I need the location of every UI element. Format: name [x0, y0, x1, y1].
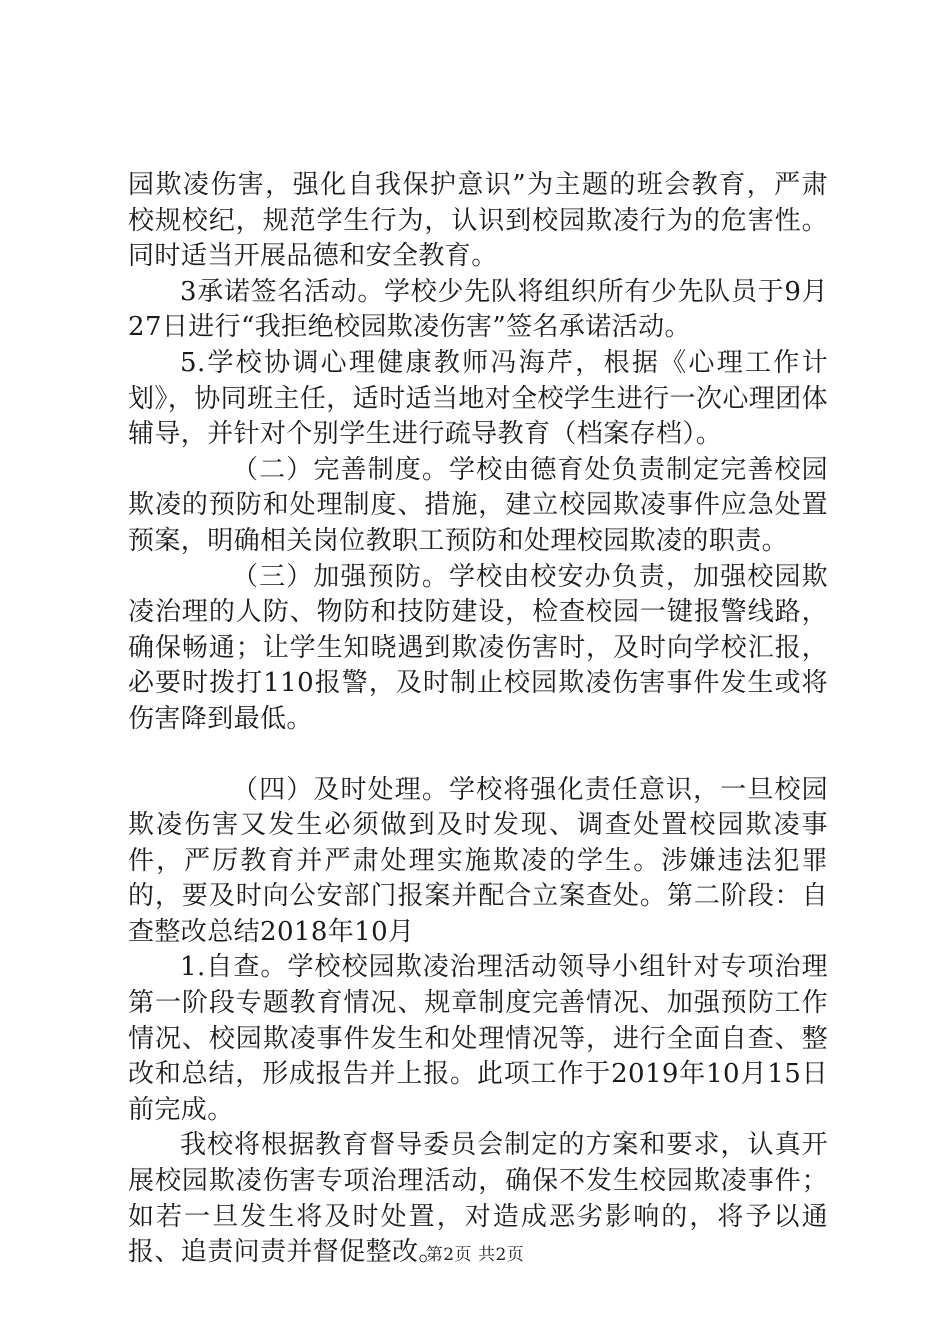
paragraph-self-inspection: 1.自查。学校校园欺凌治理活动领导小组针对专项治理第一阶段专题教育情况、规章制度完善情况、加强预防工作情况、校园欺凌事件发生和处理情况等，进行全面自查、整改和总结，形成报告并上报。此项工作于2019年10月15日前完成。 — [128, 952, 828, 1125]
paragraph-continuation: 园欺凌伤害，强化自我保护意识”为主题的班会教育，严肃校规校纪，规范学生行为，认识到校园欺凌行为的危害性。同时适当开展品德和安全教育。 — [128, 170, 828, 272]
paragraph-conclusion: 我校将根据教育督导委员会制定的方案和要求，认真开展校园欺凌伤害专项治理活动，确保不发生校园欺凌事件；如若一旦发生将及时处置，对造成恶劣影响的，将予以通报、追责问责并督促整改。 — [128, 1130, 828, 1268]
paragraph-signing-activity: 3承诺签名活动。学校少先队将组织所有少先队员于9月27日进行“我拒绝校园欺凌伤害”签名承诺活动。 — [128, 276, 828, 343]
paragraph-timely-handling: （四）及时处理。学校将强化责任意识，一旦校园欺凌伤害又发生必须做到及时发现、调查处置校园欺凌事件，严厉教育并严肃处理实施欺凌的学生。涉嫌违法犯罪的，要及时向公安部门报案并配合立案查处。第二阶段：自查整改总结2018年10月 — [128, 774, 828, 947]
paragraph-improve-system: （二）完善制度。学校由德育处负责制定完善校园欺凌的预防和处理制度、措施，建立校园欺凌事件应急处置预案，明确相关岗位教职工预防和处理校园欺凌的职责。 — [128, 454, 828, 556]
document-body — [128, 168, 828, 1271]
paragraph-strengthen-prevention: （三）加强预防。学校由校安办负责，加强校园欺凌治理的人防、物防和技防建设，检查校园一键报警线路，确保畅通；让学生知晓遇到欺凌伤害时，及时向学校汇报，必要时拨打110报警，及时制止校园欺凌伤害事件发生或将伤害降到最低。 — [128, 561, 828, 734]
page-footer: 第2页 共2页 — [425, 1245, 525, 1265]
paragraph-psychological-counseling: 5.学校协调心理健康教师冯海芹，根据《心理工作计划》，协同班主任，适时适当地对全校学生进行一次心理团体辅导，并针对个别学生进行疏导教育（档案存档）。 — [128, 347, 828, 450]
